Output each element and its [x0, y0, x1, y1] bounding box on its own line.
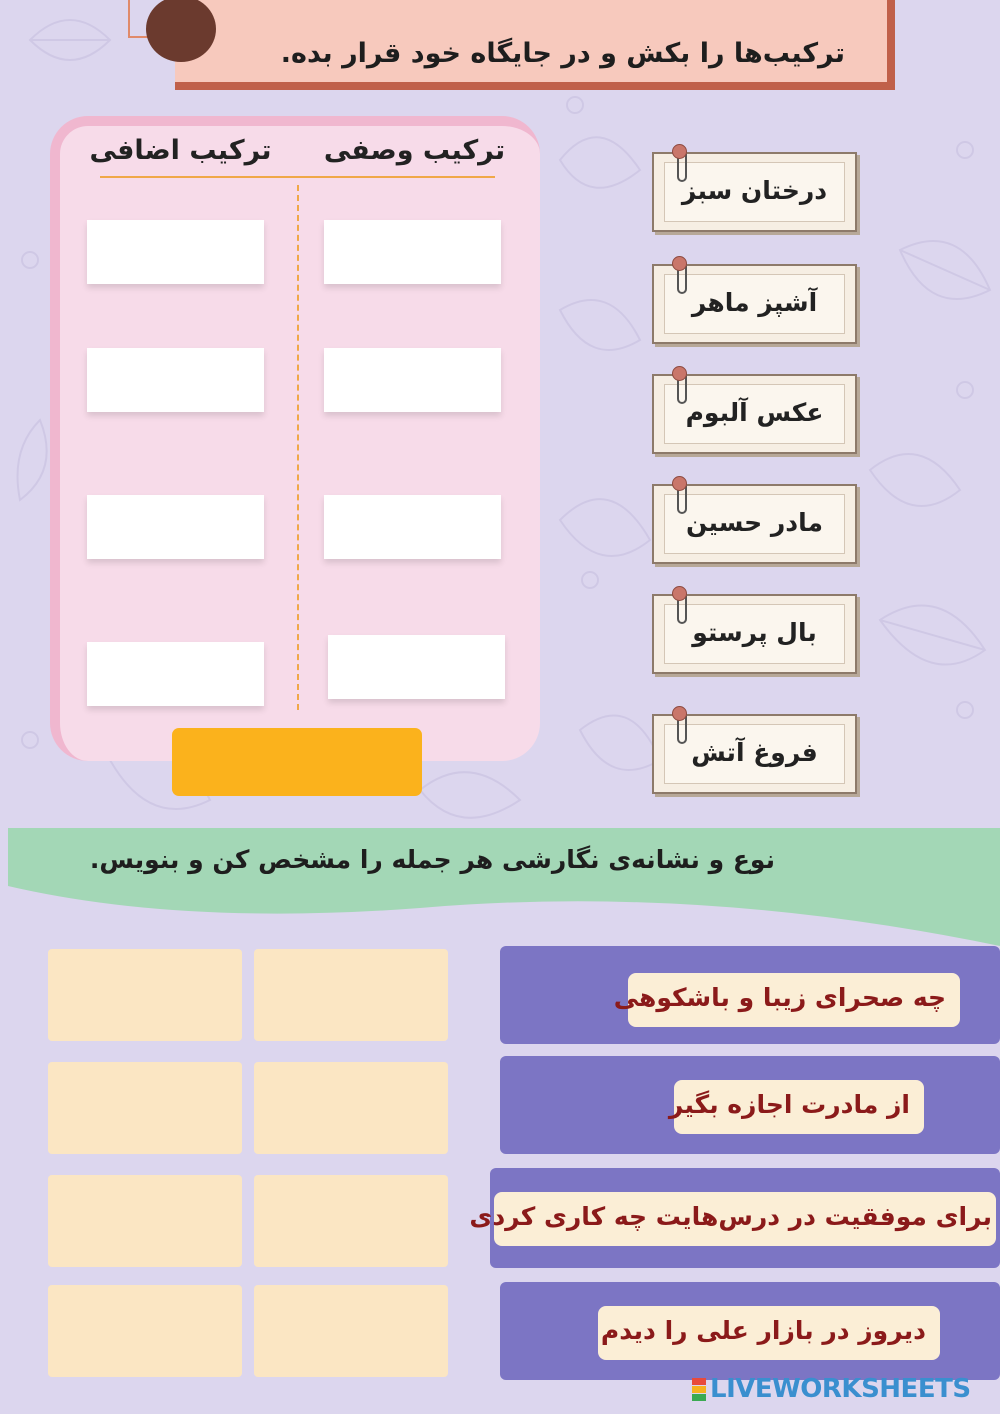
pin-icon [672, 706, 687, 721]
answer-box-type-4[interactable] [254, 1285, 448, 1377]
drop-slot-descriptive-2[interactable] [324, 348, 501, 412]
instruction-title: ترکیب‌ها را بکش و در جایگاه خود قرار بده. [280, 38, 845, 69]
answer-box-mark-4[interactable] [48, 1285, 242, 1377]
card-label: عکس آلبوم [685, 398, 824, 427]
drag-card[interactable] [652, 484, 857, 564]
drop-slot-possessive-4[interactable] [87, 642, 264, 706]
answer-box-mark-1[interactable] [48, 949, 242, 1041]
drag-card[interactable] [652, 594, 857, 674]
drop-slot-descriptive-3[interactable] [324, 495, 501, 559]
instruction-subtitle: نوع و نشانه‌ی نگارشی هر جمله را مشخص کن و بنویس. [89, 845, 775, 874]
card-label: مادر حسین [686, 508, 823, 537]
card-label: فروغ آتش [691, 738, 818, 767]
drop-slot-descriptive-1[interactable] [324, 220, 501, 284]
answer-box-mark-3[interactable] [48, 1175, 242, 1267]
drag-card[interactable] [652, 714, 857, 794]
drop-slot-possessive-2[interactable] [87, 348, 264, 412]
liveworksheets-logo-icon [692, 1378, 706, 1402]
card-label: آشپز ماهر [691, 288, 818, 317]
pin-icon [672, 366, 687, 381]
sentence-text: چه صحرای زیبا و باشکوهی [628, 973, 960, 1027]
column-header-descriptive: ترکیب وصفی [323, 135, 506, 166]
sentence-text: دیروز در بازار علی را دیدم [598, 1306, 940, 1360]
answer-box-type-3[interactable] [254, 1175, 448, 1267]
drag-card[interactable] [652, 374, 857, 454]
pin-icon [672, 476, 687, 491]
pin-icon [672, 586, 687, 601]
liveworksheets-logo: LIVEWORKSHEETS [710, 1374, 971, 1404]
pin-icon [672, 144, 687, 159]
sentence-text: از مادرت اجازه بگیر [674, 1080, 924, 1134]
card-label: بال پرستو [692, 618, 817, 647]
drop-slot-descriptive-4[interactable] [328, 635, 505, 699]
answer-box-mark-2[interactable] [48, 1062, 242, 1154]
check-answers-button[interactable] [172, 728, 422, 796]
pin-icon [672, 256, 687, 271]
header-underline [100, 176, 495, 178]
drop-slot-possessive-1[interactable] [87, 220, 264, 284]
drag-card[interactable] [652, 264, 857, 344]
column-header-possessive: ترکیب اضافی [89, 135, 272, 166]
column-divider [297, 185, 299, 710]
drag-card[interactable] [652, 152, 857, 232]
card-label: درختان سبز [681, 176, 828, 205]
instruction-banner [0, 824, 1000, 954]
drop-slot-possessive-3[interactable] [87, 495, 264, 559]
answer-box-type-1[interactable] [254, 949, 448, 1041]
sentence-text: برای موفقیت در درس‌هایت چه کاری کردی [494, 1192, 996, 1246]
answer-box-type-2[interactable] [254, 1062, 448, 1154]
